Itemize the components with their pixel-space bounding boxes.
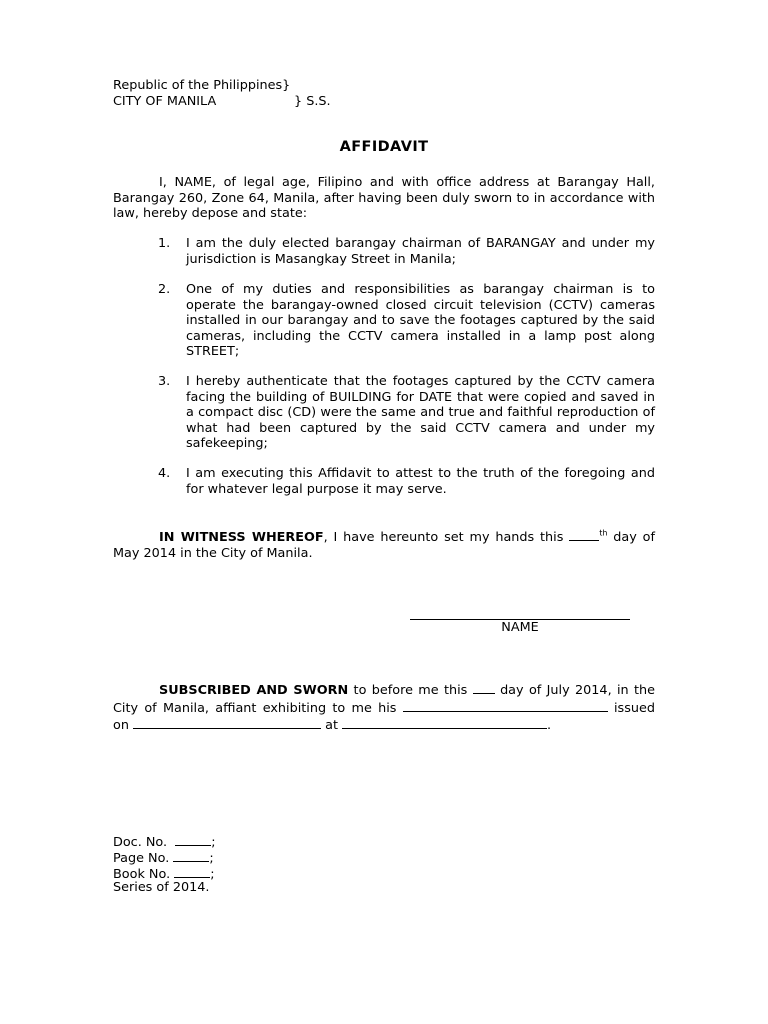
caption-city: CITY OF MANILA	[113, 94, 217, 109]
id-blank	[403, 699, 608, 712]
semicolon: ;	[210, 867, 215, 882]
signature-name: NAME	[501, 620, 539, 635]
semicolon: ;	[211, 835, 216, 850]
day-blank	[473, 681, 495, 694]
doc-no	[113, 833, 216, 851]
item-number: 3.	[158, 374, 171, 389]
jurat-text-1: to before me this	[348, 683, 468, 698]
issue-date-blank	[133, 716, 321, 729]
page-no	[113, 849, 214, 867]
item-number: 1.	[158, 236, 171, 251]
book-no-label: Book No.	[113, 867, 171, 882]
jurat-text-5: .	[547, 718, 552, 734]
intro-paragraph	[113, 175, 655, 222]
item-text: One of my duties and responsibilities as barangay chairman is to operate the barangay-owned closed circuit television (CCTV) cameras installed in our barangay and to save the footages captured by the said cameras, including the CCTV camera installed in a lamp post along STREET;	[186, 282, 655, 360]
witness-text-2: day of May 2014 in the City of Manila.	[113, 530, 655, 561]
semicolon: ;	[209, 851, 214, 866]
jurat-text-4: at	[325, 718, 338, 734]
page-no-label: Page No.	[113, 851, 170, 866]
item-number: 4.	[158, 466, 171, 481]
intro-text: I, NAME, of legal age, Filipino and with office address at Barangay Hall, Barangay 260, Zone 64, Manila, after having been duly sworn to in accordance with law, hereby depose and state:	[113, 175, 655, 222]
doc-no-blank	[175, 833, 211, 846]
page-no-blank	[173, 849, 209, 862]
series: Series of 2014.	[113, 880, 210, 895]
item-number: 2.	[158, 282, 171, 297]
item-text: I am executing this Affidavit to attest to the truth of the foregoing and for whatever legal purpose it may serve.	[186, 466, 655, 497]
place-blank	[342, 716, 547, 729]
witness-text-1: , I have hereunto set my hands this	[323, 530, 564, 545]
date-suffix: th	[599, 528, 608, 538]
jurat-text-2: day of July 2014, in the City of Manila, affiant exhibiting to me his	[113, 683, 656, 716]
document-title: AFFIDAVIT	[339, 139, 429, 155]
jurat-text-3: issued on	[113, 700, 655, 734]
witness-heading: IN WITNESS WHEREOF	[159, 530, 324, 545]
witness-paragraph	[113, 528, 655, 561]
item-text: I hereby authenticate that the footages captured by the CCTV camera facing the building of BUILDING for DATE that were copied and saved in a compact disc (CD) were the same and true and faithful reproduction of what had been captured by the said CCTV camera and under my safekeeping;	[186, 374, 655, 452]
date-blank	[569, 528, 599, 541]
jurat-paragraph	[113, 681, 655, 734]
caption-ss: } S.S.	[294, 94, 331, 109]
book-no-blank	[174, 865, 210, 878]
item-text: I am the duly elected barangay chairman of BARANGAY and under my jurisdiction is Masangkay Street in Manila;	[186, 236, 655, 267]
doc-no-label: Doc. No.	[113, 835, 168, 850]
jurat-heading: SUBSCRIBED AND SWORN	[159, 683, 349, 698]
caption-republic: Republic of the Philippines}	[113, 78, 291, 93]
